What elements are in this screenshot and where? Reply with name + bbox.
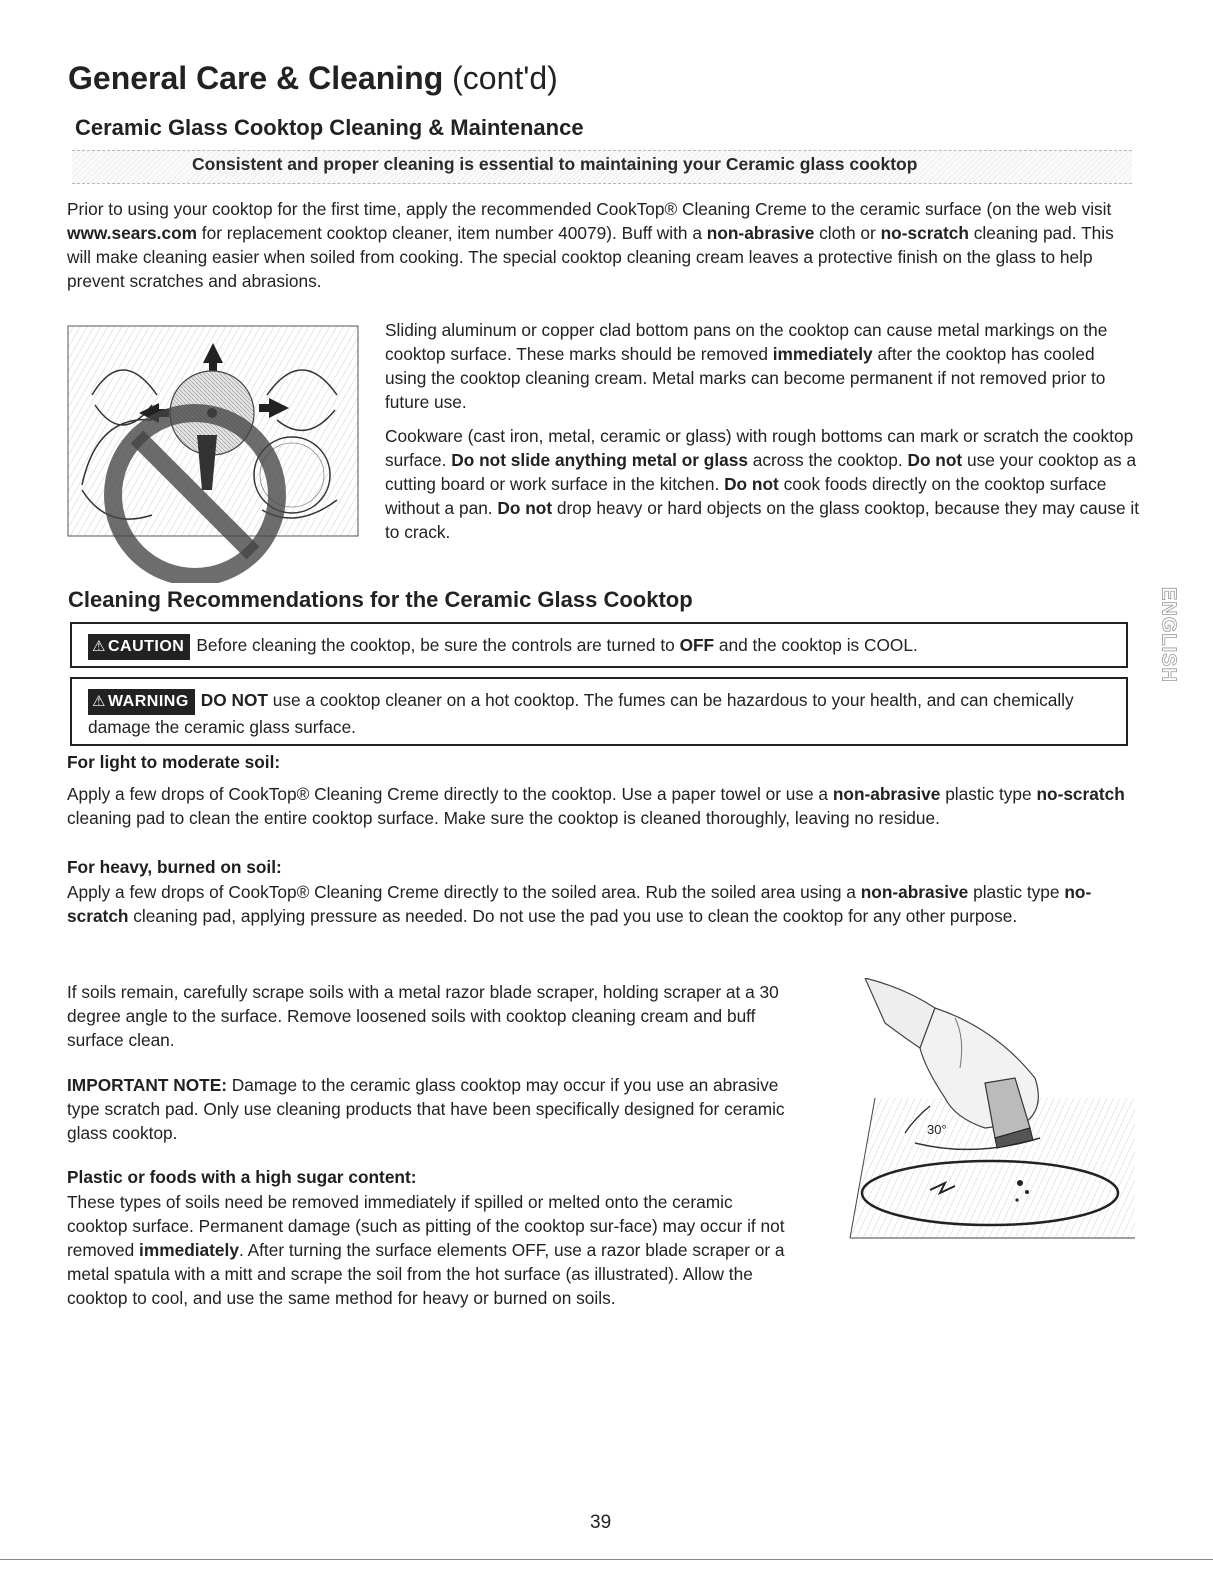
- light-soil-heading: For light to moderate soil:: [67, 752, 281, 772]
- bottom-divider: [0, 1559, 1213, 1560]
- tagline-text: Consistent and proper cleaning is essential to maintaining your Ceramic glass cooktop: [192, 154, 918, 174]
- page-title: [68, 60, 558, 97]
- warning-triangle-icon: ⚠: [92, 693, 106, 710]
- angle-label: 30°: [927, 1122, 947, 1137]
- cookware-paragraph: Cookware (cast iron, metal, ceramic or glass) with rough bottoms can mark or scratch the cooktop surface. Do not slide anything metal or glass across the cooktop. Do not use your cooktop as a cutting board or work surface in the kitchen. Do not cook foods directly on the cooktop surface without a pan. Do not drop heavy or hard objects on the glass cooktop, because they may cause it to crack.: [385, 426, 1140, 542]
- page-title-suffix: (cont'd): [452, 60, 558, 96]
- heavy-soil-heading: For heavy, burned on soil:: [67, 857, 282, 877]
- sugar-heading: Plastic or foods with a high sugar content:: [67, 1167, 417, 1187]
- razor-scraper-illustration: [845, 978, 1135, 1243]
- page-title-main: General Care & Cleaning: [68, 60, 444, 96]
- warning-triangle-icon: ⚠: [92, 638, 106, 655]
- warning-box: ⚠ WARNING DO NOT use a cooktop cleaner on a hot cooktop. The fumes can be hazardous to your health, and can chemically damage the ceramic glass surface.: [70, 677, 1128, 746]
- scrape-paragraph: If soils remain, carefully scrape soils with a metal razor blade scraper, holding scraper at a 30 degree angle to the surface. Remove loosened soils with cooktop cleaning cream and buff surface clean.: [67, 982, 779, 1050]
- sears-url: www.sears.com: [67, 223, 197, 243]
- light-soil-paragraph: Apply a few drops of CookTop® Cleaning Creme directly to the cooktop. Use a paper towel or use a non-abrasive plastic type no-scratch cleaning pad to clean the entire cooktop surface. Make sure the cooktop is cleaned thoroughly, leaving no residue.: [67, 784, 1125, 828]
- intro-paragraph: Prior to using your cooktop for the first time, apply the recommended CookTop® Cleaning Creme to the ceramic surface (on the web visit www.sears.com for replacement cooktop cleaner, item number 40079). Buff with a non-abrasive cloth or no-scratch cleaning pad. This will make cleaning easier when soiled from cooking. The special cooktop cleaning cream leaves a protective finish on the glass to help prevent scratches and abrasions.: [67, 199, 1114, 291]
- heavy-soil-paragraph: Apply a few drops of CookTop® Cleaning Creme directly to the soiled area. Rub the soiled area using a non-abrasive plastic type no-scratch cleaning pad, applying pressure as needed. Do not use the pad you use to clean the cooktop for any other purpose.: [67, 882, 1092, 926]
- important-note-paragraph: IMPORTANT NOTE: Damage to the ceramic glass cooktop may occur if you use an abrasive type scratch pad. Only use cleaning products that have been specifically designed for ceramic glass cooktop.: [67, 1075, 785, 1143]
- english-side-tab: [1148, 580, 1188, 690]
- recommendations-heading: Cleaning Recommendations for the Ceramic Glass Cooktop: [68, 587, 693, 612]
- section-subtitle: Ceramic Glass Cooktop Cleaning & Maintenance: [75, 115, 584, 140]
- english-tab-label: ENGLISH: [1157, 587, 1180, 683]
- sugar-paragraph: These types of soils need be removed immediately if spilled or melted onto the ceramic cooktop surface. Permanent damage (such as pitting of the cooktop sur-face) may occur if not removed immediately. After turning the surface elements OFF, use a razor blade scraper or a metal spatula with a mitt and scrape the soil from the hot surface (as illustrated). Allow the cooktop to cool, and use the same method for heavy or burned on soils.: [67, 1192, 785, 1308]
- caution-box: ⚠ CAUTION Before cleaning the cooktop, be sure the controls are turned to OFF and the cooktop is COOL.: [70, 622, 1128, 668]
- no-sliding-cookware-illustration: [67, 325, 360, 583]
- metal-marks-paragraph: Sliding aluminum or copper clad bottom pans on the cooktop can cause metal markings on the cooktop surface. These marks should be removed immediately after the cooktop has cooled using the cooktop cleaning cream. Metal marks can become permanent if not removed prior to future use.: [385, 320, 1108, 412]
- page-number: 39: [590, 1512, 612, 1533]
- warning-badge: ⚠ WARNING: [88, 689, 195, 715]
- caution-badge: ⚠ CAUTION: [88, 634, 190, 660]
